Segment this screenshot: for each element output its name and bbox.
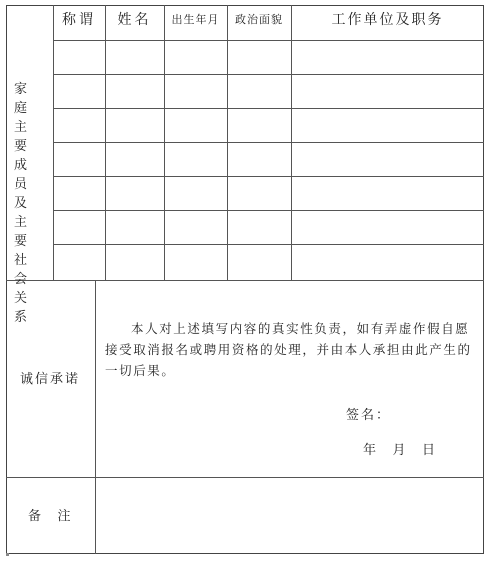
scan-mark bbox=[6, 553, 9, 556]
row-divider bbox=[53, 176, 484, 177]
row-divider bbox=[53, 40, 484, 41]
row-divider bbox=[53, 210, 484, 211]
column-header-political-status: 政治面貌 bbox=[235, 13, 283, 26]
column-divider bbox=[291, 5, 292, 280]
date-label: 年 月 日 bbox=[363, 443, 436, 458]
integrity-statement: 本人对上述填写内容的真实性负责，如有弄虚作假自愿接受取消报名或聘用资格的处理，并由本人承担由此产生的一切后果。 bbox=[105, 321, 472, 378]
row-divider bbox=[53, 108, 484, 109]
column-divider bbox=[164, 5, 165, 280]
row-divider bbox=[53, 74, 484, 75]
remarks-label: 备 注 bbox=[28, 509, 71, 524]
section-divider bbox=[6, 280, 484, 281]
label-line: 成员 bbox=[14, 158, 34, 192]
column-header-name: 姓名 bbox=[117, 12, 152, 28]
column-divider bbox=[105, 5, 106, 280]
family-section-label bbox=[14, 80, 50, 327]
column-header-birth-date: 出生年月 bbox=[171, 13, 220, 26]
column-header-employer-position: 工作单位及职务 bbox=[331, 12, 444, 28]
label-line: 会关 bbox=[14, 272, 34, 306]
label-line: 主要 bbox=[14, 120, 34, 154]
label-line: 家庭 bbox=[14, 82, 34, 116]
column-divider bbox=[53, 5, 54, 280]
label-line: 系 bbox=[14, 310, 34, 325]
column-divider bbox=[227, 5, 228, 280]
row-divider bbox=[53, 244, 484, 245]
signature-label: 签名： bbox=[346, 408, 392, 423]
remarks-field[interactable] bbox=[96, 478, 484, 554]
label-line: 及主 bbox=[14, 196, 34, 230]
integrity-section-label: 诚信承诺 bbox=[20, 372, 81, 387]
label-line: 要社 bbox=[14, 234, 34, 268]
row-divider bbox=[53, 142, 484, 143]
column-header-relation: 称谓 bbox=[62, 12, 96, 28]
